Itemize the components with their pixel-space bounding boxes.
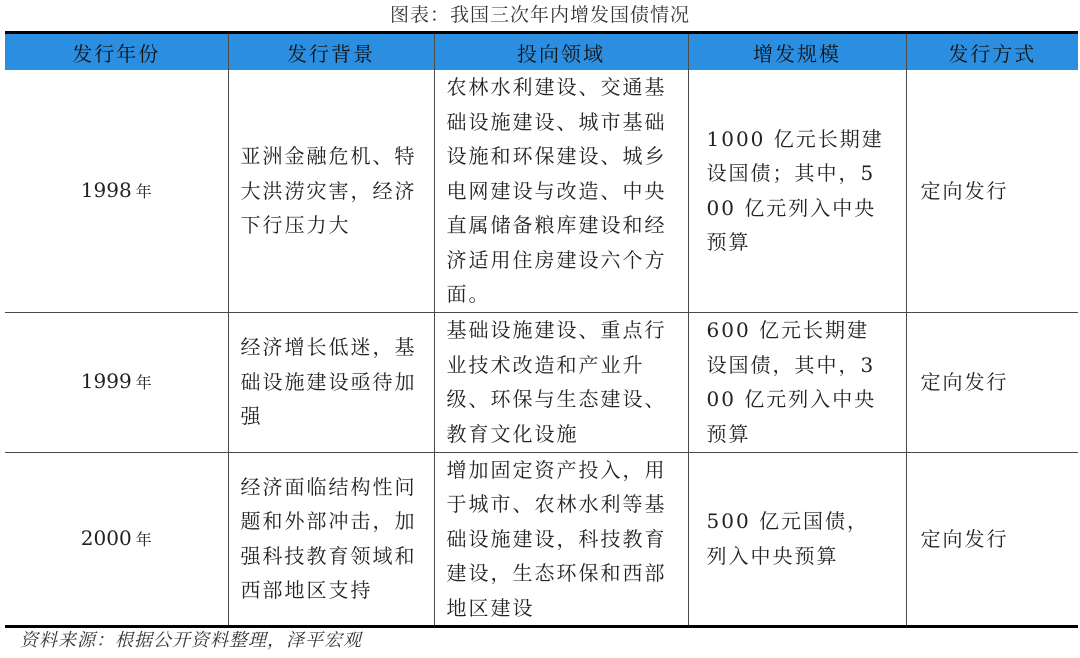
- scale-cell: 1000 亿元长期建设国债；其中，500 亿元列入中央预算: [688, 70, 906, 312]
- background-cell: 经济增长低迷，基础设施建设亟待加强: [228, 312, 434, 452]
- year-cell: [5, 312, 228, 452]
- header-background: 发行背景: [228, 34, 434, 70]
- method-cell: 定向发行: [906, 70, 1078, 312]
- year-value: 1999: [80, 368, 132, 393]
- year-value: 1998: [80, 177, 132, 202]
- header-investment-areas: 投向领域: [434, 34, 688, 70]
- bond-issuance-table-container: [5, 31, 1078, 628]
- table-header: [5, 34, 1078, 70]
- method-cell: 定向发行: [906, 312, 1078, 452]
- method-cell: 定向发行: [906, 452, 1078, 625]
- table-row: [5, 70, 1078, 312]
- header-method: 发行方式: [906, 34, 1078, 70]
- areas-cell: 农林水利建设、交通基础设施建设、城市基础设施和环保建设、城乡电网建设与改造、中央直属储备粮库建设和经济适用住房建设六个方面。: [434, 70, 688, 312]
- table-row: [5, 452, 1078, 625]
- header-row: [5, 34, 1078, 70]
- scale-cell: 500 亿元国债，列入中央预算: [688, 452, 906, 625]
- header-scale: 增发规模: [688, 34, 906, 70]
- background-cell: 亚洲金融危机、特大洪涝灾害，经济下行压力大: [228, 70, 434, 312]
- year-unit: 年: [135, 372, 152, 392]
- table-row: [5, 312, 1078, 452]
- year-cell: [5, 70, 228, 312]
- header-issue-year: 发行年份: [5, 34, 228, 70]
- year-unit: 年: [135, 181, 152, 201]
- bond-issuance-table: [5, 34, 1078, 625]
- year-cell: [5, 452, 228, 625]
- background-cell: 经济面临结构性问题和外部冲击，加强科技教育领域和西部地区支持: [228, 452, 434, 625]
- areas-cell: 增加固定资产投入，用于城市、农林水利等基础设施建设，科技教育建设，生态环保和西部地区建设: [434, 452, 688, 625]
- table-caption: 图表：我国三次年内增发国债情况: [389, 4, 690, 26]
- source-note: 资料来源：根据公开资料整理，泽平宏观: [20, 630, 362, 651]
- areas-cell: 基础设施建设、重点行业技术改造和产业升级、环保与生态建设、教育文化设施: [434, 312, 688, 452]
- year-value: 2000: [80, 525, 132, 550]
- scale-cell: 600 亿元长期建设国债，其中，300 亿元列入中央预算: [688, 312, 906, 452]
- year-unit: 年: [135, 529, 152, 549]
